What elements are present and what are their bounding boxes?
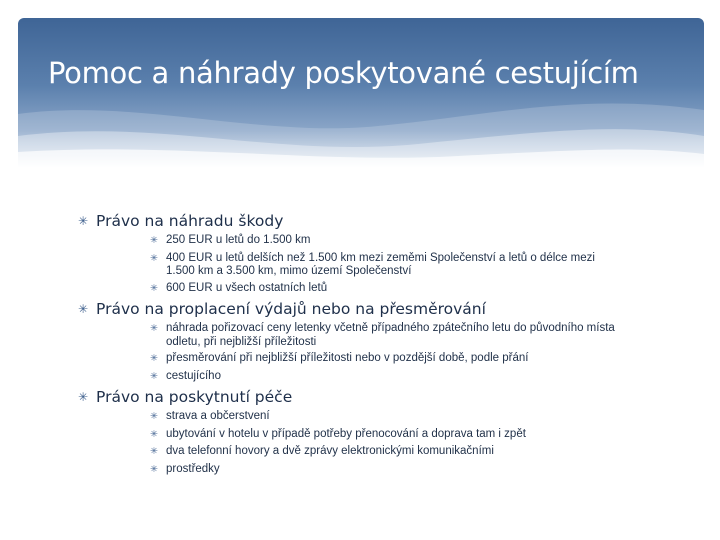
bullet-icon: ✳	[150, 353, 158, 364]
section-heading-damages	[70, 211, 630, 231]
list-item-text: náhrada pořizovací ceny letenky včetně případného zpátečního letu do původního místa odletu, při nejbližší příležitosti	[166, 322, 615, 348]
section-list-care	[70, 410, 630, 476]
title-band	[18, 18, 704, 168]
list-item	[70, 445, 626, 459]
list-item-text: 600 EUR u všech ostatních letů	[166, 281, 328, 294]
bullet-icon: ✳	[150, 463, 158, 475]
slide-title: Pomoc a náhrady poskytované cestujícím	[48, 56, 639, 90]
bullet-icon: ✳	[78, 214, 89, 228]
list-item	[70, 463, 626, 477]
list-item-text: přesměrování při nejbližší příležitosti nebo v pozdější době, podle přání	[166, 352, 529, 364]
bullet-icon: ✳	[150, 282, 158, 294]
section-heading-care	[70, 387, 630, 407]
list-item	[70, 352, 626, 366]
list-item	[70, 410, 626, 424]
list-item-text: strava a občerstvení	[166, 410, 270, 422]
bullet-icon: ✳	[150, 323, 158, 334]
slide-content	[70, 210, 630, 480]
section-list-damages	[70, 234, 630, 295]
list-item-text: cestujícího	[166, 369, 221, 382]
list-item-text: ubytování v hotelu v případě potřeby přenocování a doprava tam i zpět	[166, 427, 526, 440]
list-item	[70, 322, 626, 349]
bullet-icon: ✳	[150, 370, 158, 382]
section-heading-text: Právo na náhradu škody	[96, 212, 284, 230]
bullet-icon: ✳	[78, 302, 89, 316]
list-item	[70, 428, 626, 442]
bullet-icon: ✳	[150, 252, 158, 264]
section-list-refund	[70, 322, 630, 383]
list-item-text: dva telefonní hovory a dvě zprávy elektronickými komunikačními	[166, 445, 494, 457]
section-heading-refund	[70, 299, 630, 319]
list-item	[70, 370, 626, 384]
list-item	[70, 252, 626, 279]
list-item-text: 400 EUR u letů delších než 1.500 km mezi zeměmi Společenství a letů o délce mezi 1.500 km a 3.500 km, mimo území Společenství	[166, 251, 595, 277]
list-item	[70, 282, 626, 296]
section-heading-text: Právo na poskytnutí péče	[96, 388, 293, 406]
list-item	[70, 234, 626, 248]
list-item-text: prostředky	[166, 462, 220, 475]
wave-decoration	[18, 18, 704, 168]
bullet-icon: ✳	[150, 446, 158, 457]
bullet-icon: ✳	[150, 411, 158, 422]
section-heading-text: Právo na proplacení výdajů nebo na přesměrování	[96, 300, 486, 318]
bullet-icon: ✳	[150, 235, 158, 246]
bullet-icon: ✳	[78, 390, 89, 404]
bullet-icon: ✳	[150, 428, 158, 440]
list-item-text: 250 EUR u letů do 1.500 km	[166, 234, 311, 246]
